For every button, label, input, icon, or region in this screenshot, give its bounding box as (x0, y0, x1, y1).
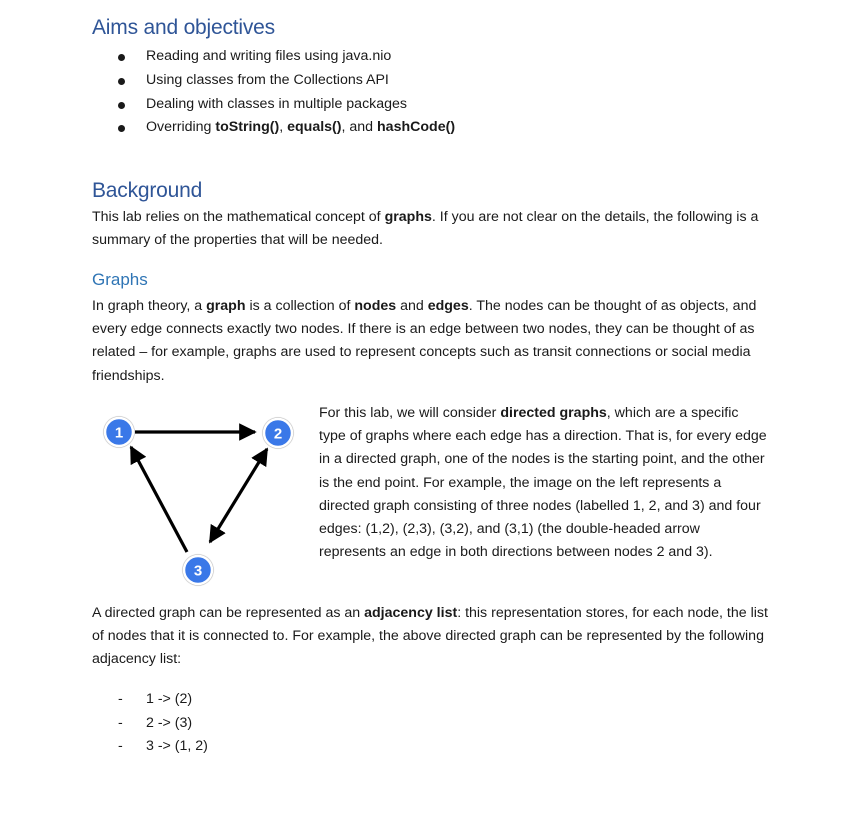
aims-heading: Aims and objectives (92, 16, 275, 39)
list-item (92, 688, 208, 712)
aim-text: Using classes from the Collections API (146, 71, 389, 88)
aim-text: Dealing with classes in multiple packages (146, 95, 408, 112)
adjacency-entry: 2 -> (3) (146, 714, 193, 731)
dash-marker: - (118, 691, 123, 707)
paragraph-text: . If you are not clear on the details, the following is a summary of the properties that will be needed. (92, 209, 759, 249)
graphs-paragraph (92, 295, 772, 388)
adjacency-list (92, 688, 208, 759)
graphs-heading: Graphs (92, 270, 148, 289)
list-item (92, 45, 455, 69)
paragraph-text: . The nodes can be thought of as objects, and every edge connects exactly two nodes. If there is an edge between two nodes, they can be thought of as related – for example, graphs are used to represent concepts such as transit connections or social media friendships. (92, 298, 757, 384)
paragraph-text: , which are a specific type of graphs where each edge has a direction. That is, for every edge in a directed graph, one of the nodes is the starting point, and the other is the end point. For example, the image on the left represents a directed graph consisting of three nodes (labelled 1, 2, and 3) and four edges: (1,2), (2,3), (3,2), and (3,1) (the double-headed arrow represents an edge in both directions between nodes 2 and 3). (319, 405, 767, 561)
method-hashcode: hashCode() (377, 119, 456, 136)
node-label: 3 (193, 562, 203, 580)
node-label: 2 (273, 425, 283, 443)
paragraph-text: For this lab, we will consider (319, 405, 501, 421)
graph-node-1 (105, 418, 133, 446)
term-edges: edges (427, 298, 469, 314)
aim-text-prefix: Overriding (146, 119, 216, 136)
bullet-icon (118, 78, 125, 85)
background-paragraph (92, 206, 772, 252)
bullet-icon (118, 125, 125, 132)
term-directed-graphs: directed graphs (500, 405, 607, 421)
method-tostring: toString() (215, 119, 280, 136)
aim-text: Reading and writing files using java.nio (146, 48, 392, 64)
dash-marker: - (118, 714, 123, 731)
paragraph-text: In graph theory, a (92, 298, 207, 314)
list-item (92, 116, 455, 140)
separator-text: , (279, 119, 288, 136)
edge-2-3 (210, 449, 267, 542)
node-label: 1 (114, 424, 124, 442)
dash-marker: - (118, 738, 123, 754)
term-nodes: nodes (354, 298, 397, 314)
method-equals: equals() (287, 119, 342, 136)
list-item (92, 735, 208, 759)
paragraph-text: and (396, 298, 428, 314)
edge-3-1 (131, 447, 187, 552)
term-graphs: graphs (384, 209, 432, 225)
term-adjacency-list: adjacency list (364, 605, 458, 621)
bullet-icon (118, 54, 125, 61)
directed-graph-figure (95, 402, 305, 590)
background-heading: Background (92, 179, 203, 202)
aims-list (92, 45, 455, 140)
directed-graph-description (319, 402, 769, 564)
paragraph-text: This lab relies on the mathematical concept of (92, 209, 385, 225)
paragraph-text: is a collection of (245, 298, 355, 314)
separator-text: , and (341, 119, 378, 136)
adjacency-entry: 1 -> (2) (146, 691, 193, 707)
paragraph-text: : this representation stores, for each node, the list of nodes that it is connected to. For example, the above directed graph can be represented by the following adjacency list: (92, 605, 768, 668)
list-item (92, 69, 455, 93)
list-item (92, 93, 455, 117)
list-item (92, 712, 208, 736)
bullet-icon (118, 102, 125, 109)
adjacency-paragraph (92, 602, 772, 672)
graph-node-2 (264, 419, 292, 447)
paragraph-text: A directed graph can be represented as an (92, 605, 365, 621)
graph-node-3 (184, 556, 212, 584)
term-graph: graph (206, 298, 246, 314)
adjacency-entry: 3 -> (1, 2) (146, 738, 208, 754)
